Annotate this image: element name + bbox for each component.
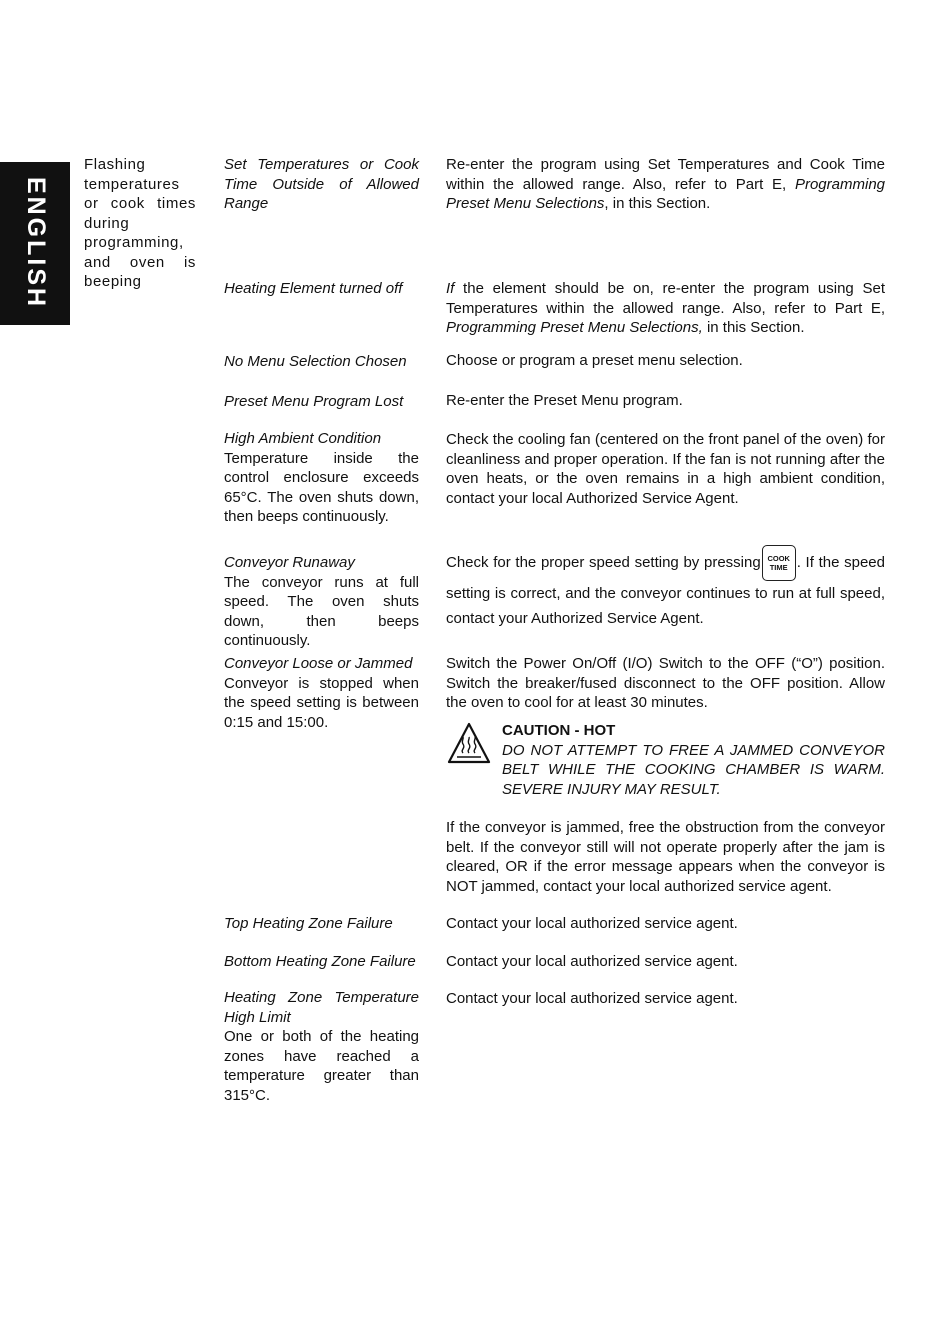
cook-time-button-icon: COOK TIME [762, 545, 796, 581]
cause-3: Preset Menu Program Lost [224, 393, 404, 410]
cause-6: Conveyor Loose or Jammed Conveyor is stopped when the speed setting is between 0:15 and 15:00. [224, 655, 419, 731]
fix-7: Contact your local authorized service agent. [446, 915, 738, 932]
cause-5: Conveyor Runaway The conveyor runs at full speed. The oven shuts down, then beeps continuously. [224, 554, 419, 649]
fix-2: Choose or program a preset menu selection. [446, 352, 743, 369]
fix-5: Check for the proper speed setting by pressing COOK TIME . If the speed setting is correct, and the conveyor continues to run at full speed, contact your Authorized Service Agent. [446, 545, 885, 631]
cause-0: Set Temperatures or Cook Time Outside of Allowed Range [224, 156, 419, 212]
cause-1: Heating Element turned off [224, 280, 403, 297]
caution-body: DO NOT ATTEMPT TO FREE A JAMMED CONVEYOR BELT WHILE THE COOKING CHAMBER IS WARM. SEVERE INJURY MAY RESULT. [502, 741, 885, 798]
cause-4: High Ambient Condition Temperature inside the control enclosure exceeds 65°C. The oven shuts down, then beeps continuously. [224, 430, 419, 525]
fix-0: Re-enter the program using Set Temperatures and Cook Time within the allowed range. Also, refer to Part E, Programming Preset Menu Selections, in this Section. [446, 156, 885, 212]
caution-block [502, 721, 885, 799]
symptom-text: Flashing temperatures or cook times during programming, and oven is beeping [84, 156, 196, 290]
cause-9: Heating Zone Temperature High Limit One or both of the heating zones have reached a temperature greater than 315°C. [224, 989, 419, 1104]
fix-3: Re-enter the Preset Menu program. [446, 392, 683, 409]
hot-surface-warning-icon [447, 722, 491, 764]
caution-title: CAUTION - HOT [502, 722, 616, 739]
language-tab-label: ENGLISH [21, 176, 50, 310]
language-tab [0, 162, 70, 325]
cause-7: Top Heating Zone Failure [224, 915, 393, 932]
cause-8: Bottom Heating Zone Failure [224, 953, 416, 970]
fix-6: Switch the Power On/Off (I/O) Switch to the OFF (“O”) position. Switch the breaker/fused disconnect to the OFF position. Allow the oven to cool for at least 30 minutes. [446, 655, 885, 711]
fix-4: Check the cooling fan (centered on the front panel of the oven) for cleanliness and proper operation. If the fan is not running after the oven heats, or the oven remains in a high ambient condition, contact your local Authorized Service Agent. [446, 431, 885, 507]
fix-1: If the element should be on, re-enter the program using Set Temperatures within the allowed range. Also, refer to Part E, Programming Preset Menu Selections, in this Section. [446, 280, 885, 336]
fix-8: Contact your local authorized service agent. [446, 953, 738, 970]
cause-2: No Menu Selection Chosen [224, 353, 407, 370]
fix-9: Contact your local authorized service agent. [446, 990, 738, 1007]
fix-6-after: If the conveyor is jammed, free the obstruction from the conveyor belt. If the conveyor still will not operate properly after the jam is cleared, OR if the error message appears when the conveyor is NOT jammed, contact your local authorized service agent. [446, 819, 885, 895]
